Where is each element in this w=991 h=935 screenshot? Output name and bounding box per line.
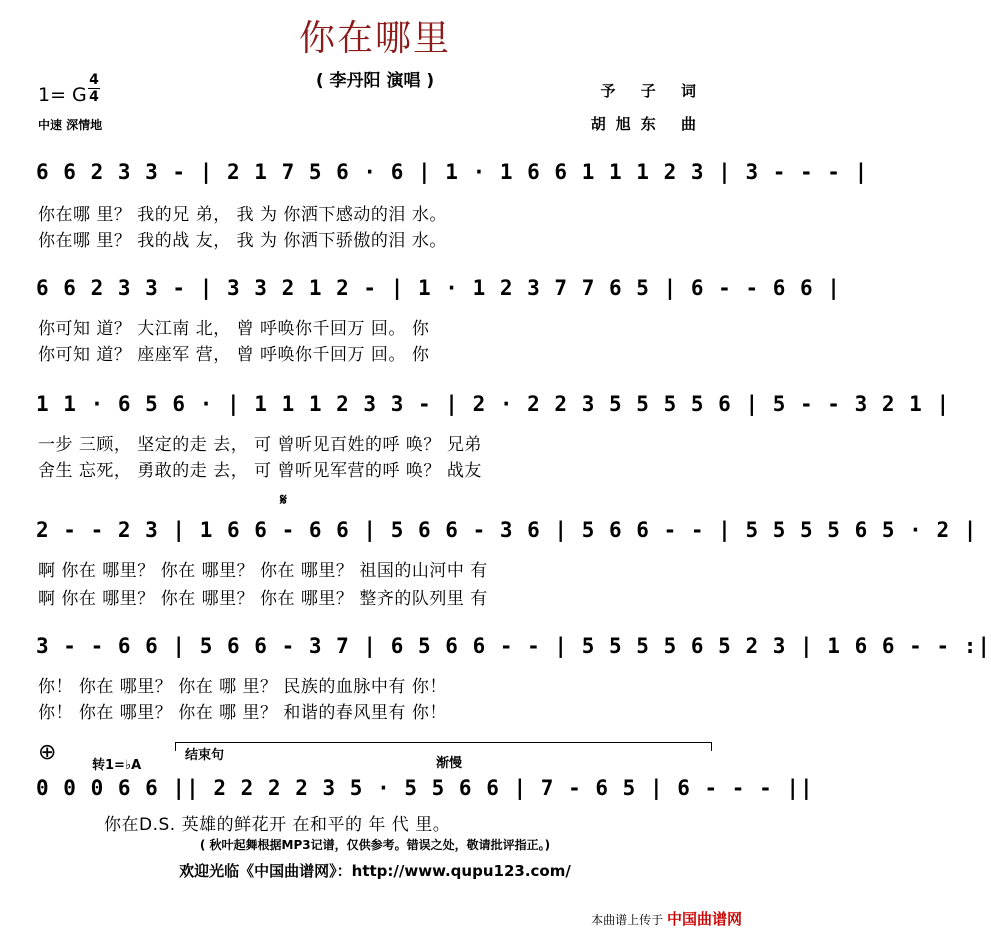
lyric-line-5b: 你！ 你在 哪里？ 你在 哪 里？ 和谐的春风里有 你！ bbox=[38, 703, 447, 723]
lyric-line-1a: 你在哪 里？ 我的兄 弟， 我 为 你洒下感动的泪 水。 bbox=[38, 205, 447, 225]
page-title: 你在哪里 bbox=[298, 18, 451, 59]
lyric-line-3a: 一步 三顾， 坚定的走 去， 可 曾听见百姓的呼 唤？ 兄弟 bbox=[38, 435, 482, 455]
welcome-line: 欢迎光临《中国曲谱网》：http://www.qupu123.com/ bbox=[179, 862, 571, 880]
notation-line-2: 6 6 2 3 3 - | 3 3 2 1 2 - | 1 · 1 2 3 7 7 6 5 | 6 - - 6 6 | bbox=[36, 276, 841, 300]
lyric-line-5a: 你！ 你在 哪里？ 你在 哪 里？ 民族的血脉中有 你！ bbox=[38, 677, 447, 697]
site-logo: 中国曲谱网 bbox=[666, 910, 742, 928]
ending-bracket bbox=[175, 742, 712, 751]
lyric-line-2b: 你可知 道？ 座座军 营， 曾 呼唤你千回万 回。 你 bbox=[38, 345, 430, 365]
lyricist-credit: 予 子 词 bbox=[600, 82, 706, 100]
time-signature bbox=[88, 72, 100, 105]
lyric-line-1b: 你在哪 里？ 我的战 友， 我 为 你洒下骄傲的泪 水。 bbox=[38, 231, 447, 251]
lyric-line-4b: 啊 你在 哪里？ 你在 哪里？ 你在 哪里？ 整齐的队列里 有 bbox=[38, 589, 488, 609]
notation-line-1: 6 6 2 3 3 - | 2 1 7 5 6 · 6 | 1 · 1 6 6 1 1 1 2 3 | 3 - - - | bbox=[36, 160, 869, 184]
transcription-note: ( 秋叶起舞根据MP3记谱，仅供参考。错误之处，敬请批评指正。) bbox=[199, 838, 551, 852]
upload-credit bbox=[591, 908, 742, 929]
lyric-line-6: 你在D.S. 英雄的鲜花开 在和平的 年 代 里。 bbox=[104, 815, 451, 835]
composer-credit: 胡旭东 曲 bbox=[590, 115, 706, 133]
modulation-mark: 转1=♭A bbox=[92, 758, 142, 773]
singer-subtitle: ( 李丹阳 演唱 ) bbox=[315, 71, 435, 91]
notation-line-6: 0 0 0 6 6 || 2 2 2 2 3 5 · 5 5 6 6 | 7 - 6 5 | 6 - - - || bbox=[36, 776, 814, 800]
meter-bottom: 4 bbox=[89, 89, 99, 105]
uploader-text: 本曲谱上传于 bbox=[591, 913, 664, 927]
tempo-marking: 中速 深情地 bbox=[38, 118, 103, 132]
notation-line-5: 3 - - 6 6 | 5 6 6 - 3 7 | 6 5 6 6 - - | 5 5 5 5 6 5 2 3 | 1 6 6 - - :| bbox=[36, 634, 991, 658]
meter-top: 4 bbox=[89, 72, 99, 88]
notation-line-3: 1 1 · 6 5 6 · | 1 1 1 2 3 3 - | 2 · 2 2 3 5 5 5 5 6 | 5 - - 3 2 1 | bbox=[36, 392, 951, 416]
notation-line-4: 2 - - 2 3 | 1 6 6 - 6 6 | 5 6 6 - 3 6 | 5 6 6 - - | 5 5 5 5 6 5 · 2 | bbox=[36, 518, 978, 542]
segno-mark: 𝄋 bbox=[280, 490, 287, 509]
coda-mark: ⊕ bbox=[38, 740, 57, 765]
lyric-line-4a: 啊 你在 哪里？ 你在 哪里？ 你在 哪里？ 祖国的山河中 有 bbox=[38, 561, 488, 581]
ending-label: 结束句 bbox=[185, 748, 225, 763]
lyric-line-2a: 你可知 道？ 大江南 北， 曾 呼唤你千回万 回。 你 bbox=[38, 319, 430, 339]
ritardando-mark: 渐慢 bbox=[436, 756, 463, 771]
key-signature: 1= G bbox=[38, 84, 87, 106]
lyric-line-3b: 舍生 忘死， 勇敢的走 去， 可 曾听见军营的呼 唤？ 战友 bbox=[38, 461, 482, 481]
